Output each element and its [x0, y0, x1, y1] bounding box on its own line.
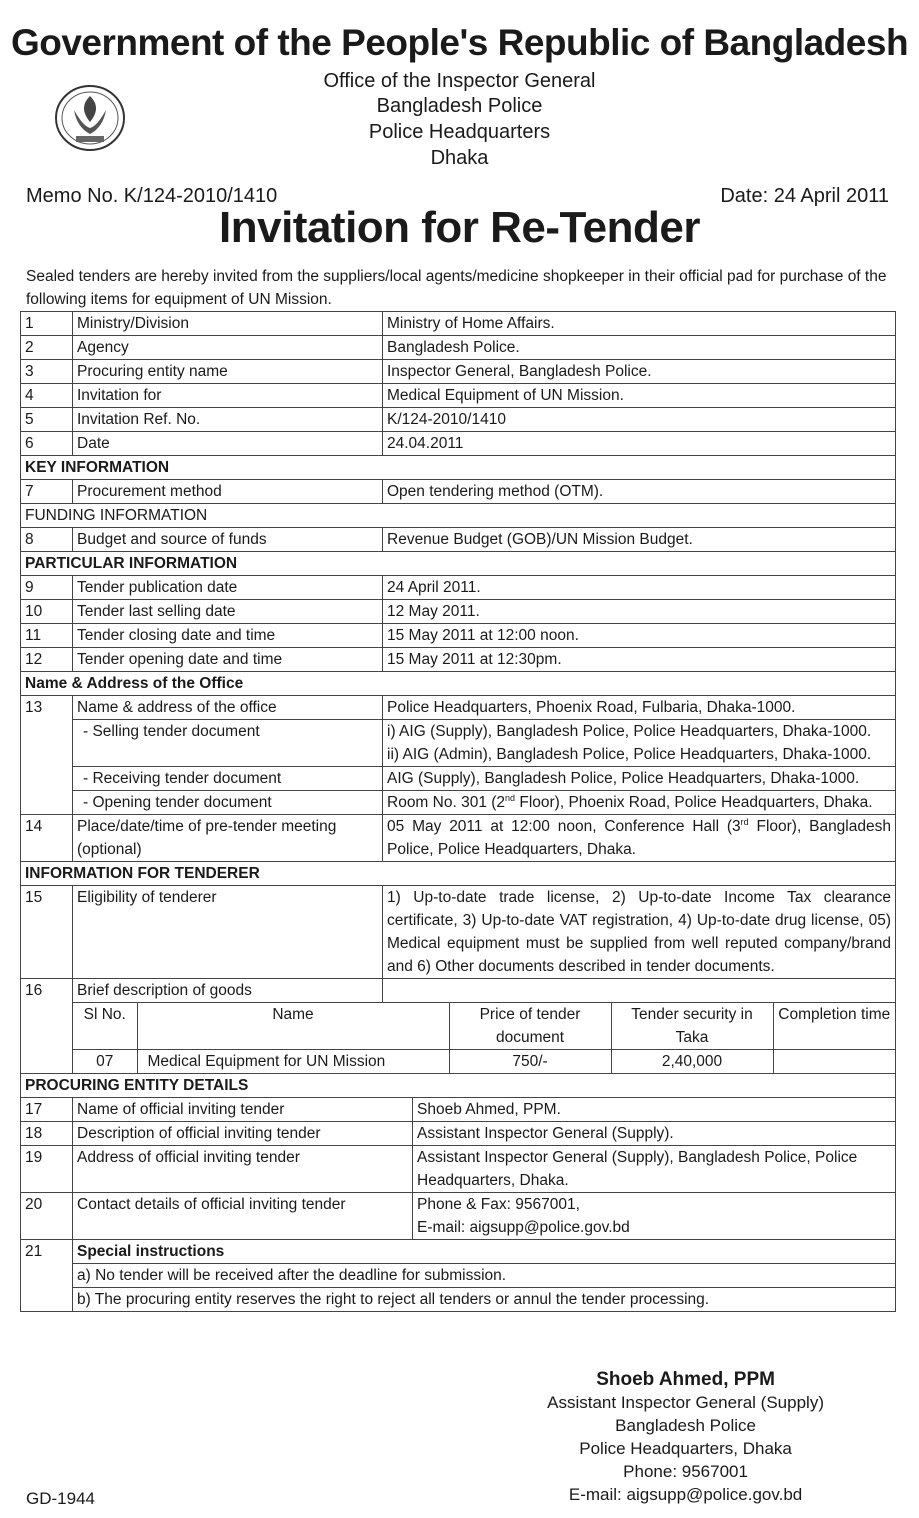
table-row: 8 Budget and source of funds Revenue Budget (GOB)/UN Mission Budget.: [21, 528, 896, 552]
memo-date: Date: 24 April 2011: [720, 185, 889, 207]
memo-number: Memo No. K/124-2010/1410: [26, 185, 278, 207]
table-row: - Receiving tender document AIG (Supply), Bangladesh Police, Police Headquarters, Dhaka-1000.: [21, 767, 896, 791]
signatory-agency: Bangladesh Police: [615, 1416, 756, 1435]
signatory-designation: Assistant Inspector General (Supply): [547, 1393, 824, 1412]
goods-item-row: 07 Medical Equipment for UN Mission 750/- 2,40,000: [73, 1050, 895, 1074]
section-particular-information: PARTICULAR INFORMATION: [21, 552, 896, 576]
table-row: 18 Description of official inviting tender Assistant Inspector General (Supply).: [21, 1122, 896, 1146]
table-row: - Opening tender document Room No. 301 (2nd Floor), Phoenix Road, Police Headquarters, Dhaka.: [21, 791, 896, 815]
page-title: Invitation for Re-Tender: [219, 203, 700, 252]
table-row: 5 Invitation Ref. No. K/124-2010/1410: [21, 408, 896, 432]
signatory-name: Shoeb Ahmed, PPM: [596, 1369, 775, 1390]
signatory-phone: Phone: 9567001: [623, 1462, 748, 1481]
table-row: b) The procuring entity reserves the right to reject all tenders or annul the tender processing.: [21, 1288, 896, 1312]
table-row: 21 Special instructions: [21, 1240, 896, 1264]
header-title: Government of the People's Republic of Bangladesh: [10, 22, 909, 63]
table-row: 11 Tender closing date and time 15 May 2011 at 12:00 noon.: [21, 624, 896, 648]
section-funding-information: FUNDING INFORMATION: [21, 504, 896, 528]
header-line-office: Office of the Inspector General: [323, 70, 596, 92]
contact-email: E-mail: aigsupp@police.gov.bd: [417, 1219, 630, 1236]
selling-line-2: ii) AIG (Admin), Bangladesh Police, Police Headquarters, Dhaka-1000.: [387, 746, 872, 763]
tender-table: [20, 311, 896, 1312]
table-row: - Selling tender document i) AIG (Supply), Bangladesh Police, Police Headquarters, Dhaka-1000. ii) AIG (Admin), Bangladesh Police, Police Headquarters, Dhaka-1000.: [21, 720, 896, 767]
selling-line-1: i) AIG (Supply), Bangladesh Police, Police Headquarters, Dhaka-1000.: [387, 723, 872, 740]
section-procuring-entity-details: PROCURING ENTITY DETAILS: [21, 1074, 896, 1098]
table-row: 15 Eligibility of tenderer 1) Up-to-date trade license, 2) Up-to-date Income Tax clearance certificate, 3) Up-to-date VAT registration, 4) Up-to-date drug license, 05) Medical equipment must be supplied from well reputed company/brand and 6) Other documents described in tender documents.: [21, 886, 896, 979]
signatory-address: Police Headquarters, Dhaka: [579, 1439, 792, 1458]
intro-text: Sealed tenders are hereby invited from the suppliers/local agents/medicine shopkeeper in their official pad for purchase of the following items for equipment of UN Mission.: [26, 268, 887, 308]
table-row: 9 Tender publication date 24 April 2011.: [21, 576, 896, 600]
signature-block: [547, 1368, 824, 1506]
table-row: 1 Ministry/Division Ministry of Home Affairs.: [21, 312, 896, 336]
table-row: 16 Brief description of goods: [21, 979, 896, 1003]
table-row: 2 Agency Bangladesh Police.: [21, 336, 896, 360]
table-row: 4 Invitation for Medical Equipment of UN Mission.: [21, 384, 896, 408]
section-information-for-tenderer: INFORMATION FOR TENDERER: [21, 862, 896, 886]
goods-header-row: Sl No. Name Price of tender document Tender security in Taka Completion time: [73, 1003, 895, 1050]
table-row: 10 Tender last selling date 12 May 2011.: [21, 600, 896, 624]
table-row: 3 Procuring entity name Inspector General, Bangladesh Police.: [21, 360, 896, 384]
section-office-address: Name & Address of the Office: [21, 672, 896, 696]
table-row: a) No tender will be received after the deadline for submission.: [21, 1264, 896, 1288]
table-row: 17 Name of official inviting tender Shoeb Ahmed, PPM.: [21, 1098, 896, 1122]
header-line-city: Dhaka: [430, 147, 489, 169]
table-row: 6 Date 24.04.2011: [21, 432, 896, 456]
contact-phone: Phone & Fax: 9567001,: [417, 1196, 580, 1213]
goods-row: [21, 1003, 896, 1074]
table-row: 13 Name & address of the office Police Headquarters, Phoenix Road, Fulbaria, Dhaka-1000.: [21, 696, 896, 720]
header-line-agency: Bangladesh Police: [376, 95, 543, 117]
section-key-information: KEY INFORMATION: [21, 456, 896, 480]
footer-code: GD-1944: [26, 1489, 95, 1508]
table-row: 19 Address of official inviting tender Assistant Inspector General (Supply), Bangladesh Police, Police Headquarters, Dhaka.: [21, 1146, 896, 1193]
table-row: 14 Place/date/time of pre-tender meeting (optional) 05 May 2011 at 12:00 noon, Conference Hall (3rd Floor), Bangladesh Police, Police Headquarters, Dhaka.: [21, 815, 896, 862]
header-line-hq: Police Headquarters: [368, 121, 551, 143]
goods-table: [73, 1003, 895, 1073]
signatory-email: E-mail: aigsupp@police.gov.bd: [568, 1485, 803, 1504]
table-row: 7 Procurement method Open tendering method (OTM).: [21, 480, 896, 504]
table-row: 20 Contact details of official inviting tender Phone & Fax: 9567001, E-mail: aigsupp@police.gov.bd: [21, 1193, 896, 1240]
table-row: 12 Tender opening date and time 15 May 2011 at 12:30pm.: [21, 648, 896, 672]
